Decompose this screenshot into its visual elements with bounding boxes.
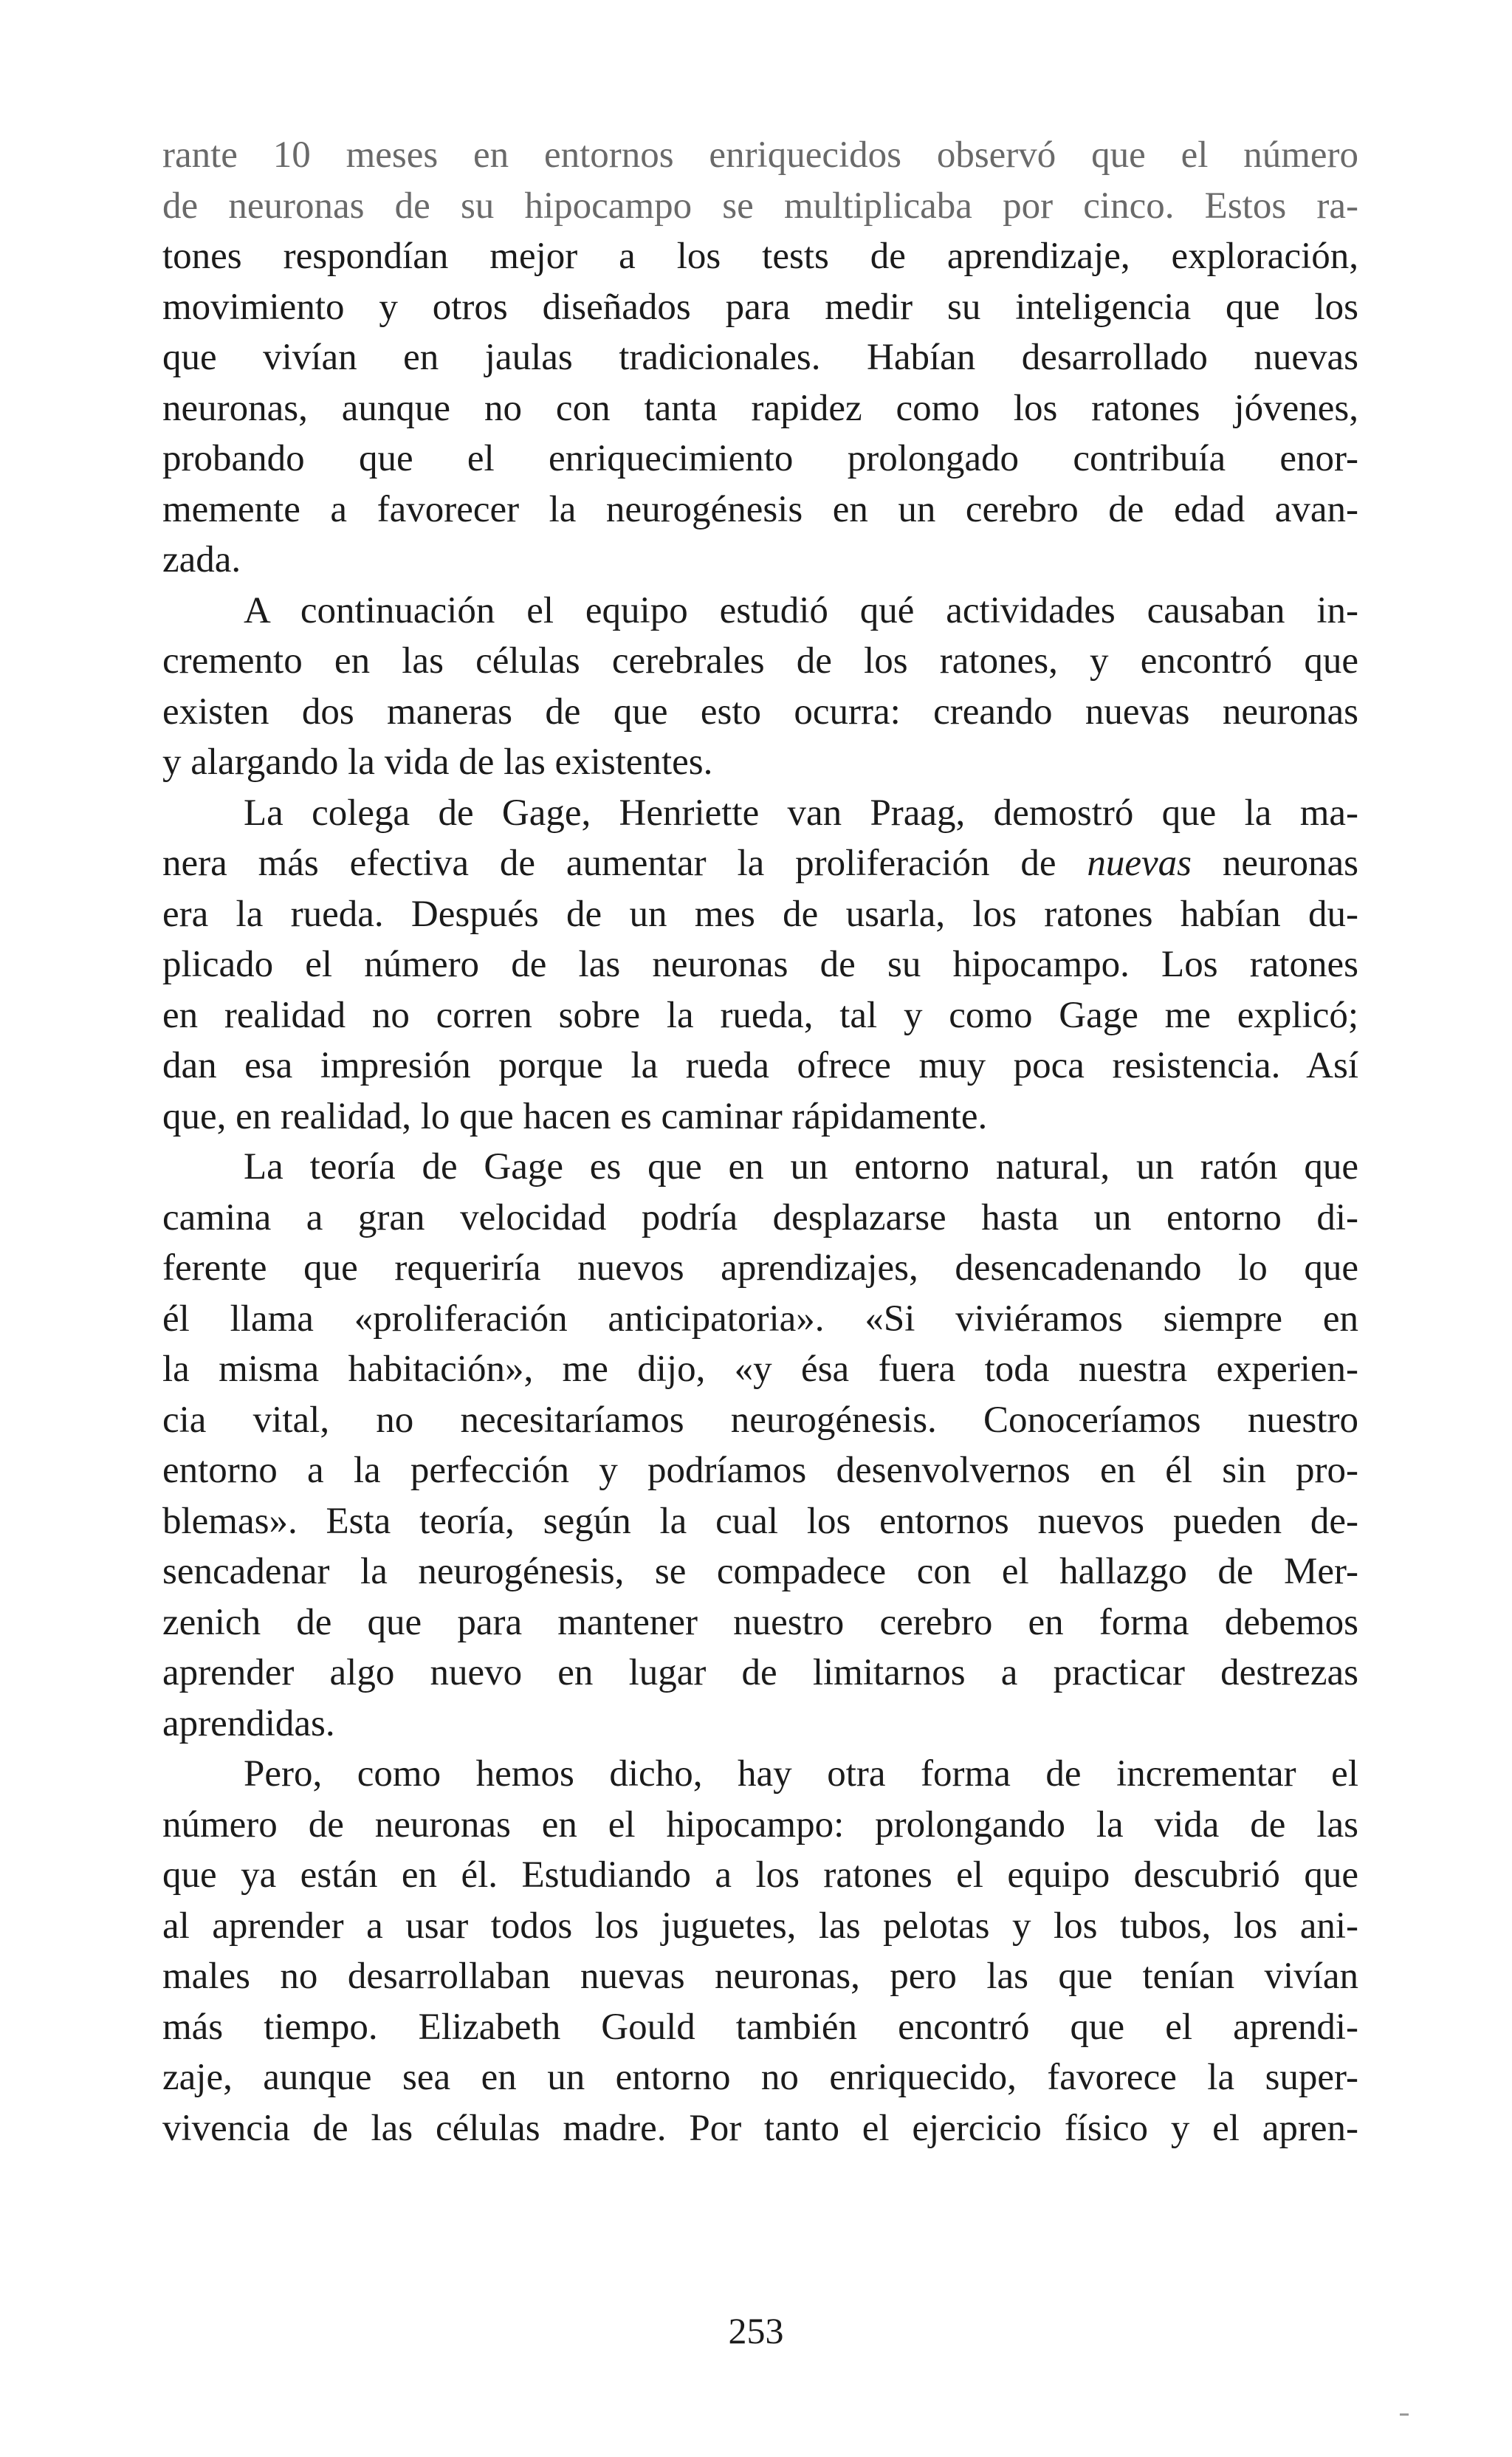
text-line: zenich de que para mantener nuestro cerebro en forma debemos — [162, 1601, 1358, 1643]
text-line: número de neuronas en el hipocampo: prolongando la vida de las — [162, 1803, 1358, 1846]
text-line: A continuación el equipo estudió qué actividades causaban in- — [244, 589, 1358, 631]
text-line: tones respondían mejor a los tests de aprendizaje, exploración, — [162, 236, 1358, 277]
text-line: que ya están en él. Estudiando a los ratones el equipo descubrió que — [162, 1854, 1358, 1896]
text-line: la misma habitación», me dijo, «y ésa fuera toda nuestra experien- — [162, 1349, 1358, 1390]
text-line: vivencia de las células madre. Por tanto el ejercicio físico y el apren- — [162, 2107, 1358, 2149]
text-line: memente a favorecer la neurogénesis en un cerebro de edad avan- — [162, 488, 1358, 530]
text-line: aprendidas. — [162, 1702, 335, 1744]
text-line: aprender algo nuevo en lugar de limitarnos a practicar destrezas — [162, 1652, 1358, 1693]
emphasis: nuevas — [1087, 843, 1192, 884]
text-line: plicado el número de las neuronas de su hipocampo. Los ratones — [162, 944, 1358, 985]
text-line: Pero, como hemos dicho, hay otra forma de incrementar el — [244, 1753, 1358, 1795]
text-line: probando que el enriquecimiento prolongado contribuía enor- — [162, 438, 1358, 479]
text-line: más tiempo. Elizabeth Gould también encontró que el aprendi- — [162, 2006, 1358, 2048]
text-line: entorno a la perfección y podríamos desenvolvernos en él sin pro- — [162, 1450, 1358, 1491]
text-line: rante 10 meses en entornos enriquecidos observó que el número — [162, 134, 1358, 176]
text-line: La colega de Gage, Henriette van Praag, demostró que la ma- — [244, 792, 1358, 834]
text-line: que vivían en jaulas tradicionales. Habían desarrollado nuevas — [162, 337, 1358, 378]
text-line: dan esa impresión porque la rueda ofrece muy poca resistencia. Así — [162, 1045, 1358, 1086]
text-line: blemas». Esta teoría, según la cual los entornos nuevos pueden de- — [162, 1500, 1358, 1542]
text-line: en realidad no corren sobre la rueda, tal y como Gage me explicó; — [162, 994, 1358, 1036]
text-line: La teoría de Gage es que en un entorno natural, un ratón que — [244, 1146, 1358, 1188]
text-line: y alargando la vida de las existentes. — [162, 741, 713, 783]
text-line: zada. — [162, 539, 241, 580]
text-line: cia vital, no necesitaríamos neurogénesis. Conoceríamos nuestro — [162, 1399, 1358, 1441]
text-line: de neuronas de su hipocampo se multiplicaba por cinco. Estos ra- — [162, 185, 1358, 227]
text-line: existen dos maneras de que esto ocurra: creando nuevas neuronas — [162, 691, 1358, 733]
text-line: movimiento y otros diseñados para medir su inteligencia que los — [162, 286, 1358, 328]
text-line: cremento en las células cerebrales de los ratones, y encontró que — [162, 640, 1358, 682]
text-line: ferente que requeriría nuevos aprendizajes, desencadenando lo que — [162, 1247, 1358, 1289]
text-line: era la rueda. Después de un mes de usarla, los ratones habían du- — [162, 893, 1358, 935]
text-line: camina a gran velocidad podría desplazarse hasta un entorno di- — [162, 1196, 1358, 1238]
text-line: neuronas, aunque no con tanta rapidez como los ratones jóvenes, — [162, 387, 1358, 429]
text-line: nera más efectiva de aumentar la proliferación de nuevas neuronas — [162, 843, 1358, 884]
text-line: él llama «proliferación anticipatoria». «Si viviéramos siempre en — [162, 1298, 1358, 1340]
scan-mark — [1400, 2413, 1409, 2416]
body-text — [162, 130, 1358, 2153]
page-number: 253 — [728, 2310, 784, 2351]
text-line: males no desarrollaban nuevas neuronas, pero las que tenían vivían — [162, 1956, 1358, 1997]
text-line: al aprender a usar todos los juguetes, las pelotas y los tubos, los ani- — [162, 1905, 1358, 1947]
text-line: que, en realidad, lo que hacen es caminar rápidamente. — [162, 1095, 988, 1137]
text-line: sencadenar la neurogénesis, se compadece con el hallazgo de Mer- — [162, 1551, 1358, 1592]
text-line: zaje, aunque sea en un entorno no enriquecido, favorece la super- — [162, 2057, 1358, 2098]
